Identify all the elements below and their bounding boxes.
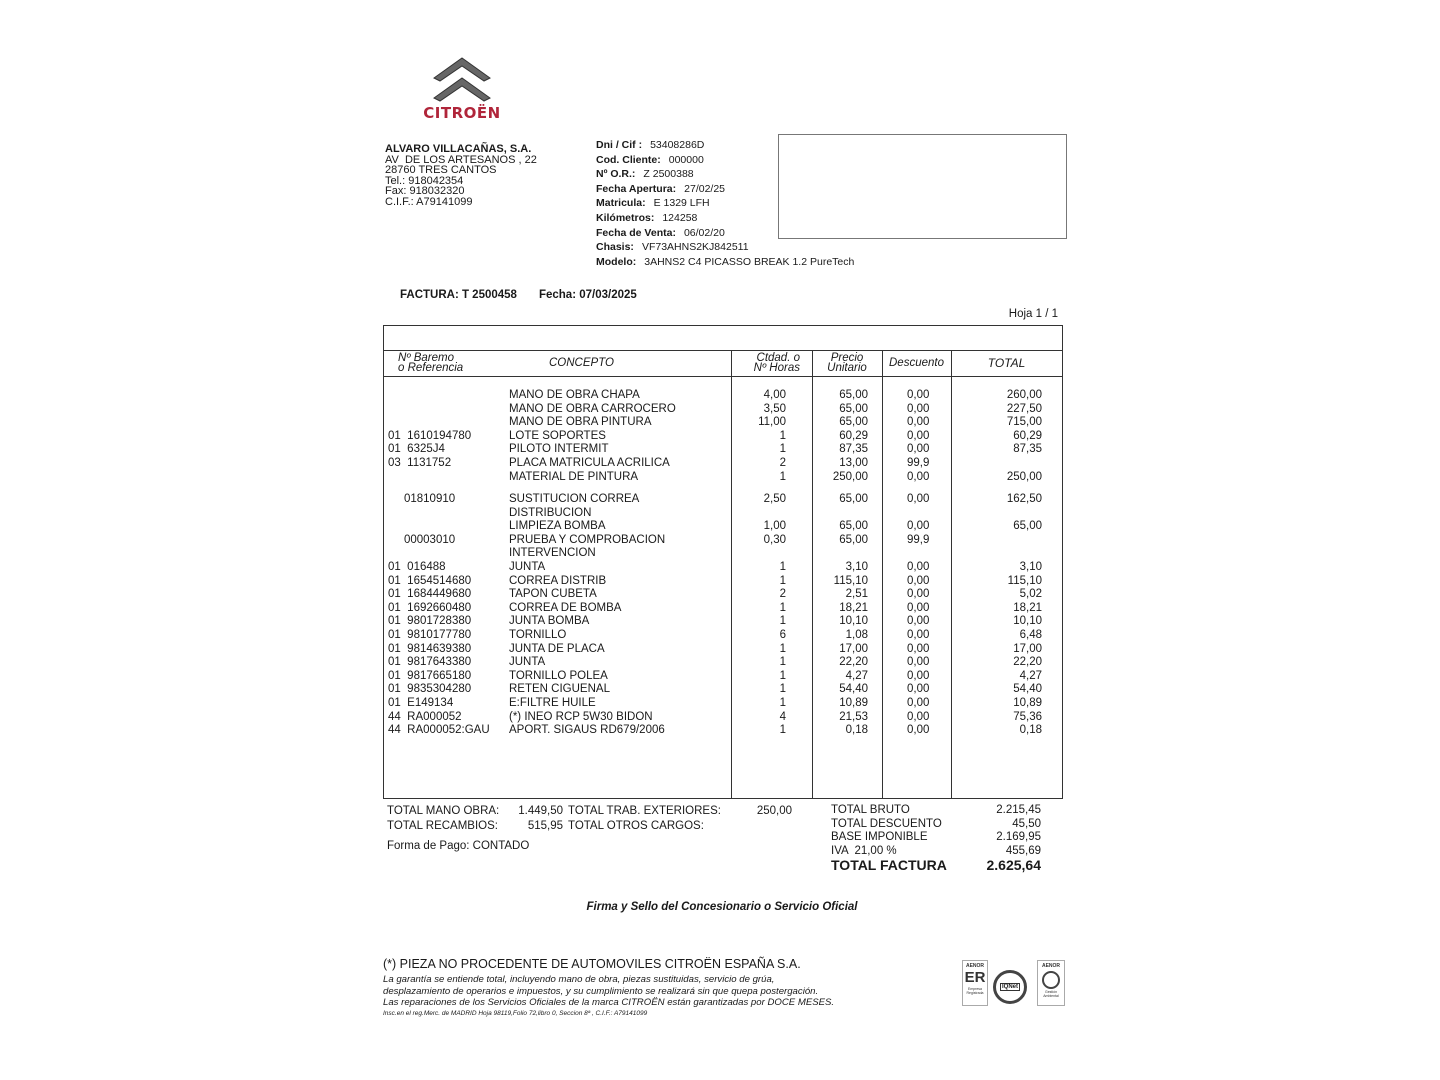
header-price xyxy=(812,350,882,376)
cell-price: 65,00 xyxy=(839,493,868,505)
table-row xyxy=(384,457,1062,471)
cell-price: 10,10 xyxy=(839,615,868,628)
cell-discount: 0,00 xyxy=(907,601,930,614)
table-row xyxy=(384,403,1062,417)
customer-address-box xyxy=(778,134,1067,239)
cell-price: 4,27 xyxy=(845,669,868,682)
cell-total: 162,50 xyxy=(1006,493,1042,505)
cell-ref: 01 1654514680 xyxy=(388,574,472,587)
header-qty xyxy=(731,350,812,376)
label-recambios: TOTAL RECAMBIOS: xyxy=(387,819,498,832)
cell-concept: E:FILTRE HUILE xyxy=(509,697,596,709)
cell-qty: 2 xyxy=(779,588,786,601)
aenor-er-cert-icon xyxy=(962,960,988,1006)
field-label: Fecha Apertura: xyxy=(596,182,677,195)
cell-concept: MANO DE OBRA CHAPA xyxy=(509,389,640,401)
label-mano-obra: TOTAL MANO OBRA: xyxy=(387,805,500,817)
label-total-factura: TOTAL FACTURA xyxy=(831,857,947,874)
field-value: 3AHNS2 C4 PICASSO BREAK 1.2 PureTech xyxy=(644,255,855,268)
cell-ref: 01810910 xyxy=(388,493,456,505)
table-row xyxy=(384,389,1062,403)
value-otros: 250,00 xyxy=(756,805,792,817)
cell-discount: 0,00 xyxy=(907,429,930,442)
table-row xyxy=(384,683,1062,697)
cell-ref: 01 1692660480 xyxy=(388,601,472,614)
dealer-address: AV DE LOS ARTESANOS , 22 xyxy=(385,153,537,166)
cell-concept: PRUEBA Y COMPROBACION xyxy=(509,533,666,546)
cell-price: 2,51 xyxy=(845,588,868,601)
cell-ref: 01 1684449680 xyxy=(388,588,472,601)
totals-right-values xyxy=(960,804,1041,873)
value-iva: 455,69 xyxy=(1005,844,1041,857)
value-total-factura: 2.625,64 xyxy=(986,857,1041,874)
table-row xyxy=(384,561,1062,575)
cell-discount: 0,00 xyxy=(907,656,930,669)
cell-ref: 01 6325J4 xyxy=(388,443,445,456)
cell-ref: 01 9810177780 xyxy=(388,629,472,641)
cell-price: 65,00 xyxy=(839,416,868,429)
cell-concept: PILOTO INTERMIT xyxy=(509,443,609,456)
value-descuento: 45,50 xyxy=(1012,817,1041,830)
field-label: Cod. Cliente: xyxy=(596,153,661,166)
iqnet-cert-icon xyxy=(993,970,1027,1004)
cell-total: 715,00 xyxy=(1006,416,1042,429)
cell-concept: TORNILLO xyxy=(509,629,567,641)
cell-total: 227,50 xyxy=(1006,402,1042,415)
cell-qty: 4 xyxy=(779,710,786,723)
cell-total: 22,20 xyxy=(1013,656,1042,669)
cell-discount: 0,00 xyxy=(907,669,930,682)
cell-total: 260,00 xyxy=(1006,389,1042,401)
warranty-line-2: desplazamiento de operarios e impuestos, y su cumplimiento se realizará sin que quepa postergación. xyxy=(383,985,819,997)
cell-price: 10,89 xyxy=(839,697,868,709)
field-label: Fecha de Venta: xyxy=(596,226,676,239)
table-row xyxy=(384,520,1062,534)
field-value: 06/02/20 xyxy=(683,226,725,239)
table-row xyxy=(384,575,1062,589)
cell-qty: 1 xyxy=(779,574,786,587)
table-header-row xyxy=(384,350,1062,377)
field-modelo xyxy=(596,255,854,270)
header-ref-line2: o Referencia xyxy=(398,362,464,374)
header-concept: CONCEPTO xyxy=(549,357,614,369)
page-indicator: Hoja 1 / 1 xyxy=(1008,308,1058,320)
cell-qty: 2,50 xyxy=(763,493,786,505)
table-row xyxy=(384,724,1062,738)
cell-ref: 01 9817643380 xyxy=(388,656,472,669)
cell-concept: INTERVENCION xyxy=(509,547,596,560)
table-top-band xyxy=(384,326,1062,351)
cell-total: 17,00 xyxy=(1013,642,1042,655)
cell-qty: 1 xyxy=(779,669,786,682)
totals-mid-values xyxy=(730,804,792,819)
cell-discount: 0,00 xyxy=(907,642,930,655)
cell-concept: LOTE SOPORTES xyxy=(509,429,606,442)
cell-total: 115,10 xyxy=(1007,574,1042,587)
cell-ref: 01 016488 xyxy=(388,561,446,573)
value-base: 2.169,95 xyxy=(996,831,1041,844)
header-ref-line1: Nº Baremo xyxy=(398,352,454,364)
cell-total: 65,00 xyxy=(1013,520,1042,533)
value-bruto: 2.215,45 xyxy=(996,804,1041,816)
cert-sub: Gestión Ambiental xyxy=(1043,990,1059,998)
field-label: Kilómetros: xyxy=(596,211,655,224)
field-label: Chasis: xyxy=(596,241,634,254)
cell-ref: 01 E149134 xyxy=(388,697,454,709)
table-row xyxy=(384,615,1062,629)
signature-caption: Firma y Sello del Concesionario o Servicio Oficial xyxy=(586,901,858,913)
field-value: 53408286D xyxy=(650,139,705,151)
cell-qty: 1 xyxy=(779,470,786,483)
cell-ref: 01 9817665180 xyxy=(388,669,472,682)
cell-discount: 0,00 xyxy=(907,697,930,709)
table-row xyxy=(384,643,1062,657)
header-qty-line2: Nº Horas xyxy=(753,362,800,374)
cell-discount: 0,00 xyxy=(907,724,930,737)
header-qty-line1: Ctdad. o xyxy=(756,352,800,364)
table-row xyxy=(384,493,1062,507)
cell-concept: JUNTA xyxy=(509,656,546,669)
table-row xyxy=(384,602,1062,616)
cell-price: 22,20 xyxy=(839,656,868,669)
cell-qty: 2 xyxy=(779,457,786,469)
cell-qty: 1 xyxy=(779,615,786,628)
cell-ref: 01 9814639380 xyxy=(388,642,472,655)
cell-qty: 1 xyxy=(779,656,786,669)
cell-price: 87,35 xyxy=(839,443,868,456)
header-total: TOTAL xyxy=(987,356,1026,370)
cell-total: 250,00 xyxy=(1006,470,1042,483)
warranty-line-1: La garantía se entiende total, incluyendo mano de obra, piezas sustituidas, servicio de grúa, xyxy=(383,974,775,985)
table-row xyxy=(384,471,1062,485)
field-label: Modelo: xyxy=(596,255,637,268)
cell-discount: 99,9 xyxy=(907,457,930,469)
cell-discount: 0,00 xyxy=(907,588,930,601)
cell-discount: 0,00 xyxy=(907,493,930,505)
cell-price: 13,00 xyxy=(839,457,868,469)
cell-price: 0,18 xyxy=(845,724,868,737)
invoice-lines-table xyxy=(383,325,1063,799)
field-value: 27/02/25 xyxy=(684,182,726,195)
dealer-fax: Fax: 918032320 xyxy=(385,185,465,197)
label-base: BASE IMPONIBLE xyxy=(831,831,928,844)
cell-total: 0,18 xyxy=(1019,724,1042,737)
cell-concept: (*) INEO RCP 5W30 BIDON xyxy=(509,710,653,723)
label-otros: TOTAL OTROS CARGOS: xyxy=(568,819,704,832)
field-value: VF73AHNS2KJ842511 xyxy=(641,241,749,254)
table-row xyxy=(384,430,1062,444)
cert-mark xyxy=(1042,971,1060,989)
cell-total: 4,27 xyxy=(1019,669,1042,682)
label-descuento: TOTAL DESCUENTO xyxy=(831,817,942,830)
cell-discount: 0,00 xyxy=(907,561,930,573)
warranty-line-3: Las reparaciones de los Servicios Oficiales de la marca CITROËN están garantizadas por DOCE MESES. xyxy=(383,997,835,1008)
cell-qty: 1 xyxy=(779,443,786,456)
cell-concept: LIMPIEZA BOMBA xyxy=(509,520,606,533)
cell-ref: 01 1610194780 xyxy=(388,429,472,442)
cell-ref: 44 RA000052:GAU xyxy=(388,724,490,737)
cell-price: 250,00 xyxy=(832,470,868,483)
cell-concept: DISTRIBUCION xyxy=(509,506,592,519)
cell-concept: TORNILLO POLEA xyxy=(509,669,608,682)
field-chasis xyxy=(596,240,854,255)
cell-concept: APORT. SIGAUS RD679/2006 xyxy=(509,724,665,737)
dealer-name: ALVARO VILLACAÑAS, S.A. xyxy=(385,143,532,155)
field-value: Z 2500388 xyxy=(643,168,694,181)
cell-qty: 1 xyxy=(779,724,786,737)
table-row xyxy=(384,697,1062,711)
warranty-text xyxy=(383,974,834,1009)
cell-price: 17,00 xyxy=(839,642,868,655)
cell-ref: 03 1131752 xyxy=(388,457,452,469)
cell-qty: 1 xyxy=(779,642,786,655)
cell-discount: 0,00 xyxy=(907,416,930,429)
cell-price: 65,00 xyxy=(839,520,868,533)
non-citroen-part-note: (*) PIEZA NO PROCEDENTE DE AUTOMOVILES CITROËN ESPAÑA S.A. xyxy=(383,957,801,971)
cell-discount: 0,00 xyxy=(907,615,930,628)
cell-total: 54,40 xyxy=(1013,683,1042,696)
cell-discount: 0,00 xyxy=(907,470,930,483)
field-value: 000000 xyxy=(668,153,704,166)
cell-qty: 1 xyxy=(779,683,786,696)
brand-wordmark: CITROËN xyxy=(423,104,501,122)
label-iva: IVA 21,00 % xyxy=(831,844,897,857)
cell-discount: 0,00 xyxy=(907,683,930,696)
cell-qty: 1,00 xyxy=(763,520,786,533)
cell-discount: 99,9 xyxy=(907,533,930,546)
dealer-info xyxy=(385,144,537,207)
cell-total: 87,35 xyxy=(1013,443,1042,456)
cell-concept: JUNTA xyxy=(509,561,546,573)
cell-price: 3,10 xyxy=(845,561,868,573)
cell-qty: 1 xyxy=(779,429,786,442)
field-value: 124258 xyxy=(662,211,698,224)
cell-price: 60,29 xyxy=(839,429,868,442)
field-value: E 1329 LFH xyxy=(653,197,710,210)
cell-qty: 0,30 xyxy=(763,533,786,546)
cell-price: 65,00 xyxy=(839,402,868,415)
header-price-line1: Precio xyxy=(830,352,864,364)
cell-discount: 0,00 xyxy=(907,443,930,456)
cell-ref: 00003010 xyxy=(388,533,456,546)
cell-total: 75,36 xyxy=(1013,710,1042,723)
totals-left-values xyxy=(500,804,563,833)
field-label: Nº O.R.: xyxy=(596,168,636,181)
cell-total: 10,10 xyxy=(1013,615,1042,628)
value-recambios: 515,95 xyxy=(527,819,563,832)
table-row xyxy=(384,629,1062,643)
forma-pago: Forma de Pago: CONTADO xyxy=(387,840,530,852)
label-bruto: TOTAL BRUTO xyxy=(831,804,910,816)
cert-mark: ER xyxy=(964,969,986,986)
value-mano-obra: 1.449,50 xyxy=(518,805,563,817)
cell-qty: 3,50 xyxy=(763,402,786,415)
cell-qty: 1 xyxy=(779,561,786,573)
field-label: Matricula: xyxy=(596,197,646,210)
totals-mid-labels xyxy=(568,804,721,833)
cell-concept: CORREA DE BOMBA xyxy=(509,601,622,614)
cell-discount: 0,00 xyxy=(907,710,930,723)
table-row xyxy=(384,656,1062,670)
invoice-number: FACTURA: T 2500458 xyxy=(400,289,517,301)
dealer-city: 28760 TRES CANTOS xyxy=(385,164,497,176)
cert-mark: IQNet xyxy=(1001,984,1018,990)
label-trab-ext: TOTAL TRAB. EXTERIORES: xyxy=(568,805,721,817)
invoice-date: Fecha: 07/03/2025 xyxy=(538,289,637,301)
cell-concept: CORREA DISTRIB xyxy=(509,574,607,587)
aenor-gestion-ambiental-icon xyxy=(1037,960,1065,1006)
registry-info: Insc.en el reg.Merc. de MADRID Hoja 98119,Folio 72,libro 0, Seccion 8ª , C.I.F.: A79141099 xyxy=(383,1010,648,1017)
table-row xyxy=(384,588,1062,602)
cell-qty: 1 xyxy=(779,697,786,709)
header-discount: Descuento xyxy=(889,357,944,369)
dealer-tel: Tel.: 918042354 xyxy=(385,174,464,187)
totals-right-labels xyxy=(831,804,947,873)
cert-org: AENOR xyxy=(1041,963,1061,969)
cell-price: 1,08 xyxy=(845,629,868,641)
cell-total: 10,89 xyxy=(1013,697,1042,709)
cert-sub: Empresa Registrada xyxy=(966,987,984,995)
table-row xyxy=(384,547,1062,561)
cell-discount: 0,00 xyxy=(907,574,930,587)
cert-org: AENOR xyxy=(965,963,985,969)
cell-concept: MANO DE OBRA PINTURA xyxy=(509,416,652,429)
cell-total: 18,21 xyxy=(1013,601,1042,614)
cell-total: 60,29 xyxy=(1013,429,1042,442)
cell-price: 65,00 xyxy=(839,389,868,401)
table-row xyxy=(384,670,1062,684)
cell-concept: JUNTA DE PLACA xyxy=(509,642,605,655)
cell-concept: MATERIAL DE PINTURA xyxy=(509,470,639,483)
table-row xyxy=(384,443,1062,457)
table-row xyxy=(384,416,1062,430)
table-row xyxy=(384,711,1062,725)
cell-concept: SUSTITUCION CORREA xyxy=(509,493,640,505)
cell-price: 65,00 xyxy=(839,533,868,546)
table-row xyxy=(384,507,1062,521)
cell-qty: 6 xyxy=(779,629,786,641)
header-ref xyxy=(398,350,463,376)
dealer-cif: C.I.F.: A79141099 xyxy=(385,195,473,208)
cell-qty: 1 xyxy=(779,601,786,614)
cell-total: 6,48 xyxy=(1019,629,1042,641)
cell-ref: 44 RA000052 xyxy=(388,710,462,723)
cell-concept: RETEN CIGUENAL xyxy=(509,683,610,696)
header-price-line2: Unitario xyxy=(827,362,867,374)
cell-discount: 0,00 xyxy=(907,402,930,415)
cell-discount: 0,00 xyxy=(907,629,930,641)
cell-concept: JUNTA BOMBA xyxy=(509,615,590,628)
cell-price: 21,53 xyxy=(839,710,868,723)
cell-discount: 0,00 xyxy=(907,520,930,533)
cell-concept: TAPON CUBETA xyxy=(509,588,597,601)
cell-discount: 0,00 xyxy=(907,389,930,401)
cell-qty: 4,00 xyxy=(763,389,786,401)
cell-concept: MANO DE OBRA CARROCERO xyxy=(509,402,676,415)
cell-total: 5,02 xyxy=(1019,588,1042,601)
cell-qty: 11,00 xyxy=(758,416,786,429)
cell-concept: PLACA MATRICULA ACRILICA xyxy=(509,457,670,469)
table-row xyxy=(384,534,1062,548)
cell-ref: 01 9835304280 xyxy=(388,683,472,696)
invoice-heading xyxy=(400,289,637,301)
field-label: Dni / Cif : xyxy=(596,139,643,151)
cell-ref: 01 9801728380 xyxy=(388,615,472,628)
cell-price: 18,21 xyxy=(839,601,868,614)
cell-price: 54,40 xyxy=(839,683,868,696)
cell-price: 115,10 xyxy=(833,574,868,587)
cell-total: 3,10 xyxy=(1019,561,1042,573)
